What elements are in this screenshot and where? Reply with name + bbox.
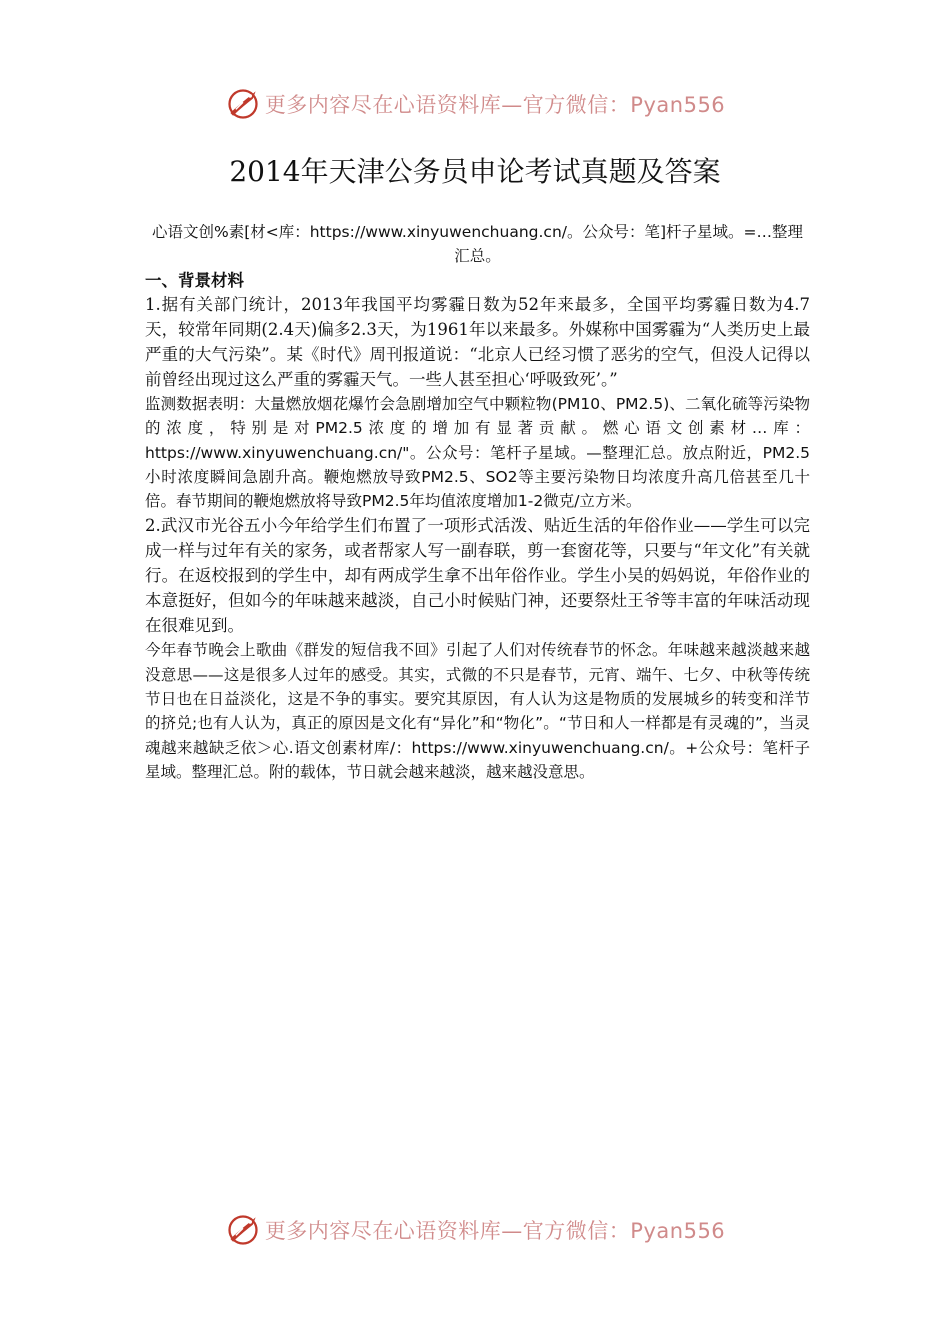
- paragraph-spring-festival-gala: 今年春节晚会上歌曲《群发的短信我不回》引起了人们对传统春节的怀念。年味越来越淡越来越没意思——这是很多人过年的感受。其实，式微的不只是春节，元宵、端午、七夕、中秋等传统节日也在日益淡化，这是不争的事实。要究其原因，有人认为这是物质的发展城乡的转变和洋节的挤兑;也有人认为，真正的原因是文化有“异化”和“物化”。“节日和人一样都是有灵魂的”，当灵魂越来越缺乏依＞心.语文创素材库/：https://www.xinyuwenchuang.cn/。+公众号：笔杆子星域。整理汇总。附的载体，节日就会越来越淡，越来越没意思。: [145, 641, 810, 781]
- paragraph-new-year-homework: 2.武汉市光谷五小今年给学生们布置了一项形式活泼、贴近生活的年俗作业——学生可以完成一样与过年有关的家务，或者帮家人写一副春联，剪一套窗花等，只要与“年文化”有关就行。在返校报到的学生中，却有两成学生拿不出年俗作业。学生小吴的妈妈说，年俗作业的本意挺好，但如今的年味越来越淡，自己小时候贴门神，还要祭灶王爷等丰富的年味活动现在很难见到。: [145, 516, 810, 636]
- footer-banner-text: 更多内容尽在心语资料库—官方微信：Pyan556: [264, 1219, 726, 1243]
- document-body: [145, 220, 810, 784]
- section-heading: 一、背景材料: [145, 271, 244, 290]
- source-line: 心语文创%素[材<库：https://www.xinyuwenchuang.cn/。公众号：笔]杆子星域。=…整理汇总。: [151, 223, 804, 265]
- paragraph-monitoring-data: 监测数据表明：大量燃放烟花爆竹会急剧增加空气中颗粒物(PM10、PM2.5)、二氧化硫等污染物的浓度，特别是对PM2.5浓度的增加有显著贡献。燃心语文创素材…库：https://www.xinyuwenchuang.cn/"。公众号：笔杆子星域。—整理汇总。放点附近，PM2.5小时浓度瞬间急剧升高。鞭炮燃放导致PM2.5、SO2等主要污染物日均浓度升高几倍甚至几十倍。春节期间的鞭炮燃放将导致PM2.5年均值浓度增加1-2微克/立方米。: [145, 395, 810, 511]
- header-banner: [0, 82, 950, 126]
- pen-nib-logo-icon: [225, 86, 261, 122]
- paragraph-smog-statistics: 1.据有关部门统计，2013年我国平均雾霾日数为52年来最多，全国平均雾霾日数为4.7天，较常年同期(2.4天)偏多2.3天，为1961年以来最多。外媒称中国雾霾为“人类历史上最严重的大气污染”。某《时代》周刊报道说：“北京人已经习惯了恶劣的空气，但没人记得以前曾经出现过这么严重的雾霾天气。一些人甚至担心‘呼吸致死’。”: [145, 295, 810, 389]
- pen-nib-logo-icon: [225, 1212, 261, 1248]
- document-title: 2014年天津公务员申论考试真题及答案: [229, 155, 721, 188]
- header-banner-text: 更多内容尽在心语资料库—官方微信：Pyan556: [264, 93, 726, 117]
- footer-banner: [0, 1208, 950, 1252]
